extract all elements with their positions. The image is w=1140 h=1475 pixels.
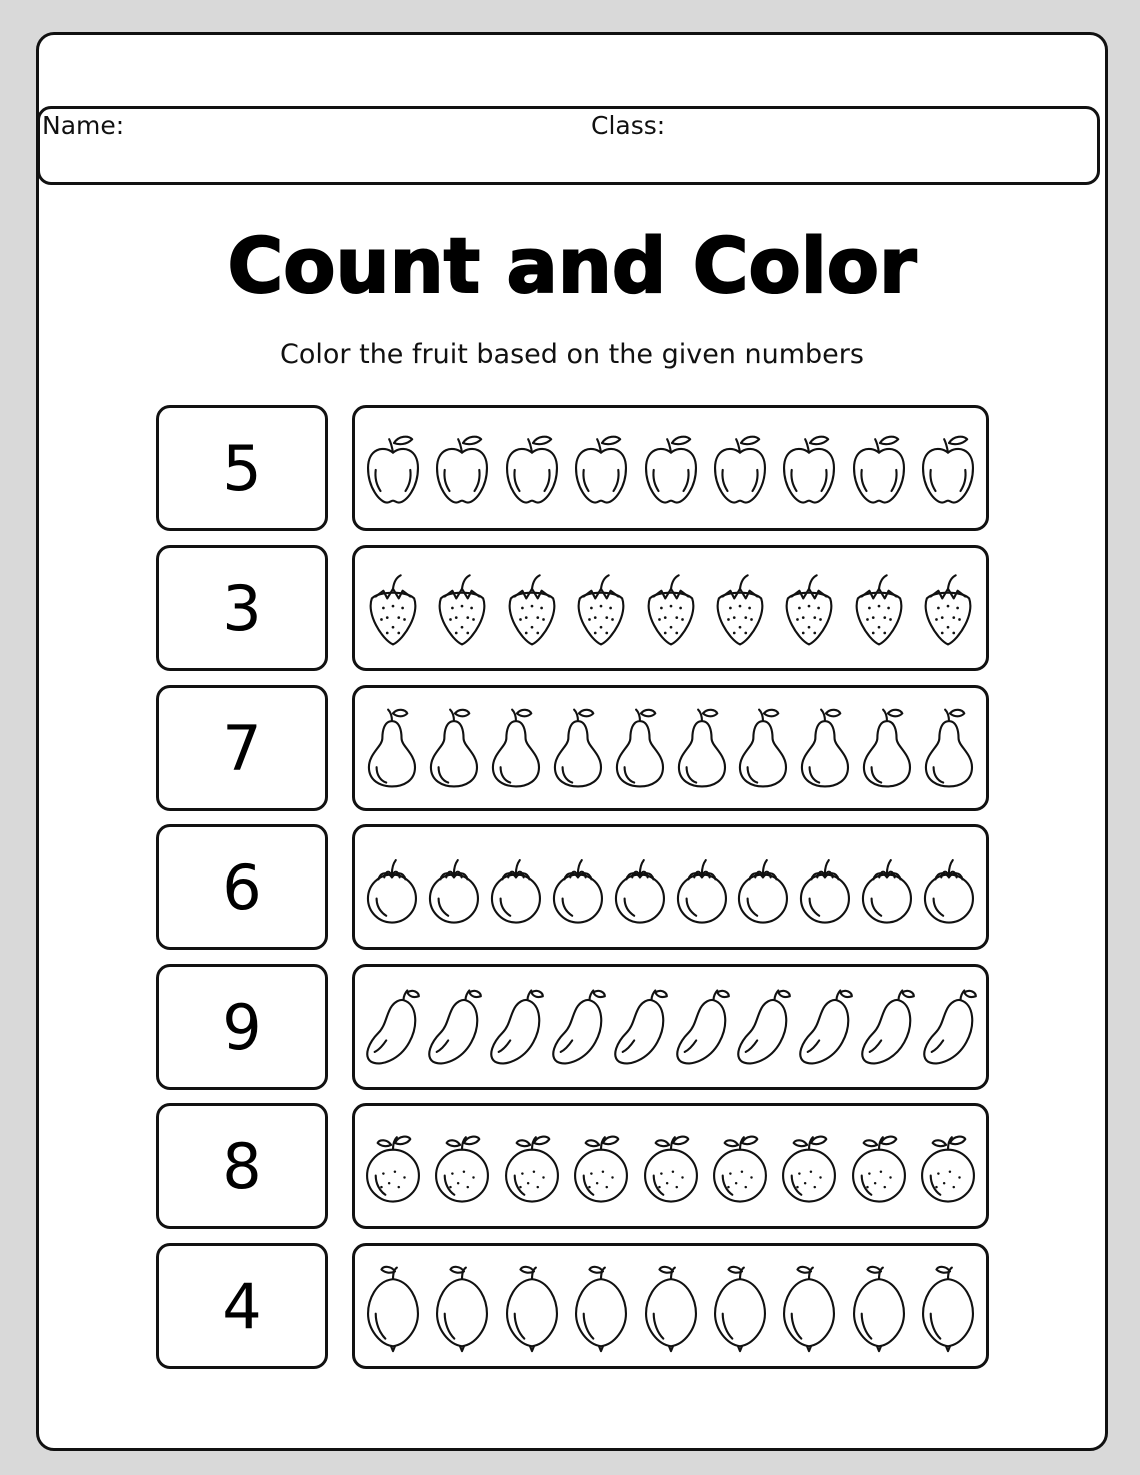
apple-icon[interactable] xyxy=(430,420,494,516)
page-title: Count and Color xyxy=(227,221,917,310)
strawberry-icon[interactable] xyxy=(847,560,911,656)
fruit-box xyxy=(352,685,989,811)
pear-icon[interactable] xyxy=(856,700,918,796)
orange-icon[interactable] xyxy=(916,1118,980,1214)
lemon-icon[interactable] xyxy=(361,1258,425,1354)
instructions: Color the fruit based on the given numbers xyxy=(280,339,864,370)
mangosteen-icon[interactable] xyxy=(732,839,794,935)
fruit-box xyxy=(352,824,989,950)
strawberry-icon[interactable] xyxy=(639,560,703,656)
fruit-box xyxy=(352,545,989,671)
fruit-row xyxy=(156,685,989,811)
fruit-box xyxy=(352,1243,989,1369)
strawberry-icon[interactable] xyxy=(708,560,772,656)
mango-icon[interactable] xyxy=(547,979,609,1075)
apple-icon[interactable] xyxy=(639,420,703,516)
lemon-icon[interactable] xyxy=(916,1258,980,1354)
name-class-box[interactable] xyxy=(37,106,1100,185)
lemon-icon[interactable] xyxy=(708,1258,772,1354)
pear-icon[interactable] xyxy=(671,700,733,796)
strawberry-icon[interactable] xyxy=(569,560,633,656)
mangosteen-icon[interactable] xyxy=(547,839,609,935)
number-box: 9 xyxy=(156,964,328,1090)
fruit-row xyxy=(156,1103,989,1229)
orange-icon[interactable] xyxy=(639,1118,703,1214)
mango-icon[interactable] xyxy=(485,979,547,1075)
pear-icon[interactable] xyxy=(361,700,423,796)
mango-icon[interactable] xyxy=(609,979,671,1075)
fruit-row xyxy=(156,405,989,531)
lemon-icon[interactable] xyxy=(569,1258,633,1354)
apple-icon[interactable] xyxy=(916,420,980,516)
number-box: 8 xyxy=(156,1103,328,1229)
number-box: 4 xyxy=(156,1243,328,1369)
mango-icon[interactable] xyxy=(423,979,485,1075)
pear-icon[interactable] xyxy=(794,700,856,796)
fruit-box xyxy=(352,405,989,531)
mango-icon[interactable] xyxy=(794,979,856,1075)
mangosteen-icon[interactable] xyxy=(361,839,423,935)
lemon-icon[interactable] xyxy=(639,1258,703,1354)
strawberry-icon[interactable] xyxy=(430,560,494,656)
worksheet-page xyxy=(36,32,1108,1451)
strawberry-icon[interactable] xyxy=(777,560,841,656)
fruit-row xyxy=(156,545,989,671)
fruit-row xyxy=(156,824,989,950)
mangosteen-icon[interactable] xyxy=(423,839,485,935)
strawberry-icon[interactable] xyxy=(916,560,980,656)
number-box: 3 xyxy=(156,545,328,671)
apple-icon[interactable] xyxy=(777,420,841,516)
mangosteen-icon[interactable] xyxy=(671,839,733,935)
apple-icon[interactable] xyxy=(361,420,425,516)
class-label: Class: xyxy=(591,111,666,140)
mangosteen-icon[interactable] xyxy=(485,839,547,935)
orange-icon[interactable] xyxy=(569,1118,633,1214)
mangosteen-icon[interactable] xyxy=(609,839,671,935)
number-box: 6 xyxy=(156,824,328,950)
number-box: 7 xyxy=(156,685,328,811)
pear-icon[interactable] xyxy=(918,700,980,796)
mango-icon[interactable] xyxy=(918,979,980,1075)
orange-icon[interactable] xyxy=(361,1118,425,1214)
lemon-icon[interactable] xyxy=(777,1258,841,1354)
mangosteen-icon[interactable] xyxy=(856,839,918,935)
pear-icon[interactable] xyxy=(485,700,547,796)
pear-icon[interactable] xyxy=(609,700,671,796)
orange-icon[interactable] xyxy=(708,1118,772,1214)
lemon-icon[interactable] xyxy=(847,1258,911,1354)
fruit-box xyxy=(352,1103,989,1229)
lemon-icon[interactable] xyxy=(430,1258,494,1354)
orange-icon[interactable] xyxy=(430,1118,494,1214)
apple-icon[interactable] xyxy=(847,420,911,516)
orange-icon[interactable] xyxy=(500,1118,564,1214)
mangosteen-icon[interactable] xyxy=(794,839,856,935)
name-label: Name: xyxy=(42,111,125,140)
strawberry-icon[interactable] xyxy=(361,560,425,656)
orange-icon[interactable] xyxy=(777,1118,841,1214)
fruit-row xyxy=(156,964,989,1090)
mango-icon[interactable] xyxy=(361,979,423,1075)
mango-icon[interactable] xyxy=(732,979,794,1075)
pear-icon[interactable] xyxy=(423,700,485,796)
apple-icon[interactable] xyxy=(500,420,564,516)
mangosteen-icon[interactable] xyxy=(918,839,980,935)
mango-icon[interactable] xyxy=(856,979,918,1075)
apple-icon[interactable] xyxy=(569,420,633,516)
mango-icon[interactable] xyxy=(671,979,733,1075)
lemon-icon[interactable] xyxy=(500,1258,564,1354)
fruit-box xyxy=(352,964,989,1090)
number-box: 5 xyxy=(156,405,328,531)
orange-icon[interactable] xyxy=(847,1118,911,1214)
fruit-row xyxy=(156,1243,989,1369)
pear-icon[interactable] xyxy=(547,700,609,796)
apple-icon[interactable] xyxy=(708,420,772,516)
pear-icon[interactable] xyxy=(732,700,794,796)
strawberry-icon[interactable] xyxy=(500,560,564,656)
